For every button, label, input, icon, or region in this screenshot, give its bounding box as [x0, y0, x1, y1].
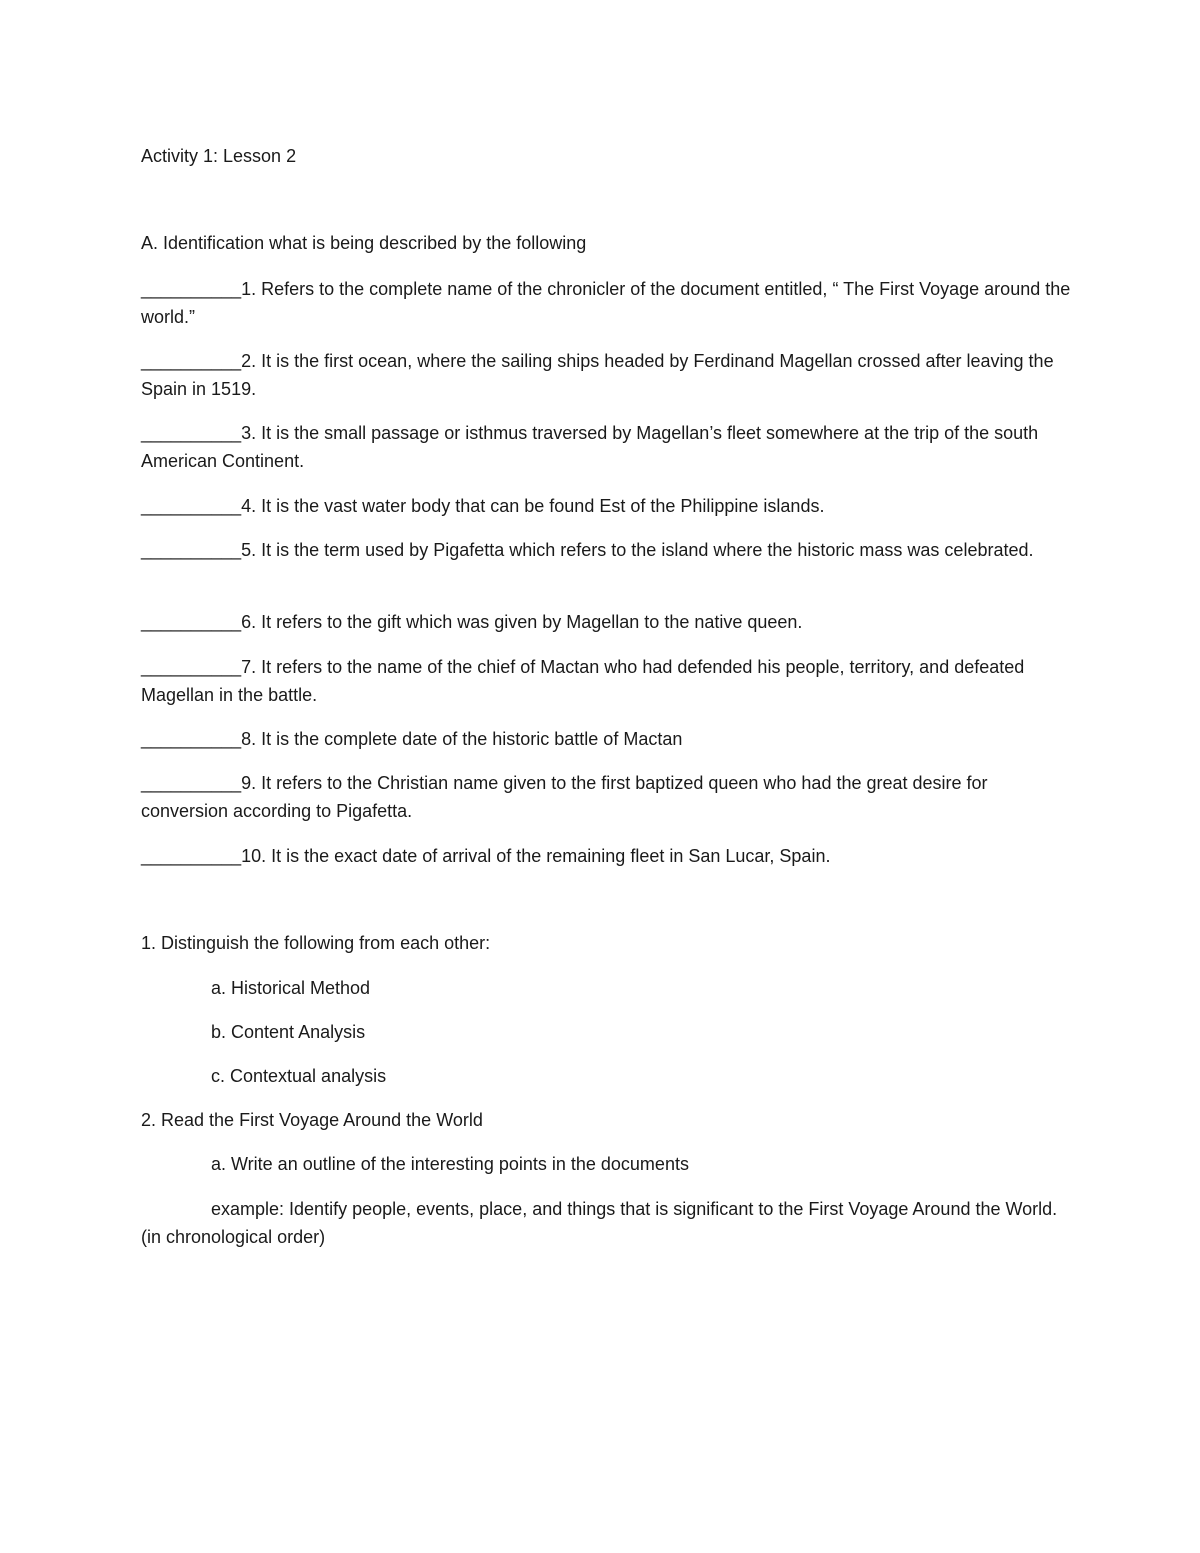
- question-text: 9. It refers to the Christian name given to the first baptized queen who had the great desire for conversion according to Pigafetta.: [141, 773, 988, 821]
- option-a: a. Historical Method: [211, 978, 371, 998]
- question-2-example: example: Identify people, events, place, and things that is significant to the First Voyage Around the World. (in chronological order): [141, 1199, 1058, 1247]
- answer-blank[interactable]: __________: [141, 279, 242, 299]
- answer-blank[interactable]: __________: [141, 612, 242, 632]
- question-text: 1. Refers to the complete name of the chronicler of the document entitled, “ The First Voyage around the world.”: [141, 279, 1071, 327]
- question-item: [141, 842, 1071, 870]
- question-item: [141, 725, 1071, 753]
- document-title: Activity 1: Lesson 2: [141, 146, 297, 166]
- option-c: c. Contextual analysis: [211, 1066, 387, 1086]
- answer-blank[interactable]: __________: [141, 657, 242, 677]
- question-text: 5. It is the term used by Pigafetta which refers to the island where the historic mass was celebrated.: [241, 540, 1034, 560]
- question-text: 7. It refers to the name of the chief of Mactan who had defended his people, territory, and defeated Magellan in the battle.: [141, 657, 1025, 705]
- question-text: 6. It refers to the gift which was given by Magellan to the native queen.: [241, 612, 803, 632]
- question-item: [141, 653, 1071, 709]
- question-item: [141, 769, 1071, 825]
- section-a-heading: A. Identification what is being described by the following: [141, 233, 587, 253]
- question-item: [141, 608, 1071, 636]
- answer-blank[interactable]: __________: [141, 496, 242, 516]
- question-2-a: a. Write an outline of the interesting points in the documents: [211, 1154, 689, 1174]
- question-item: [141, 419, 1071, 475]
- answer-blank[interactable]: __________: [141, 846, 242, 866]
- question-text: 10. It is the exact date of arrival of the remaining fleet in San Lucar, Spain.: [241, 846, 831, 866]
- question-2: 2. Read the First Voyage Around the World: [141, 1110, 483, 1130]
- answer-blank[interactable]: __________: [141, 773, 242, 793]
- question-item: [141, 347, 1071, 403]
- answer-blank[interactable]: __________: [141, 729, 242, 749]
- question-1: 1. Distinguish the following from each other:: [141, 933, 491, 953]
- question-item: [141, 275, 1071, 331]
- option-b: b. Content Analysis: [211, 1022, 366, 1042]
- question-text: 2. It is the first ocean, where the sailing ships headed by Ferdinand Magellan crossed after leaving the Spain in 1519.: [141, 351, 1054, 399]
- question-text: 3. It is the small passage or isthmus traversed by Magellan’s fleet somewhere at the trip of the south American Continent.: [141, 423, 1039, 471]
- answer-blank[interactable]: __________: [141, 351, 242, 371]
- question-item: [141, 536, 1071, 564]
- answer-blank[interactable]: __________: [141, 423, 242, 443]
- answer-blank[interactable]: __________: [141, 540, 242, 560]
- question-text: 4. It is the vast water body that can be found Est of the Philippine islands.: [241, 496, 825, 516]
- question-text: 8. It is the complete date of the historic battle of Mactan: [241, 729, 683, 749]
- question-item: [141, 492, 1071, 520]
